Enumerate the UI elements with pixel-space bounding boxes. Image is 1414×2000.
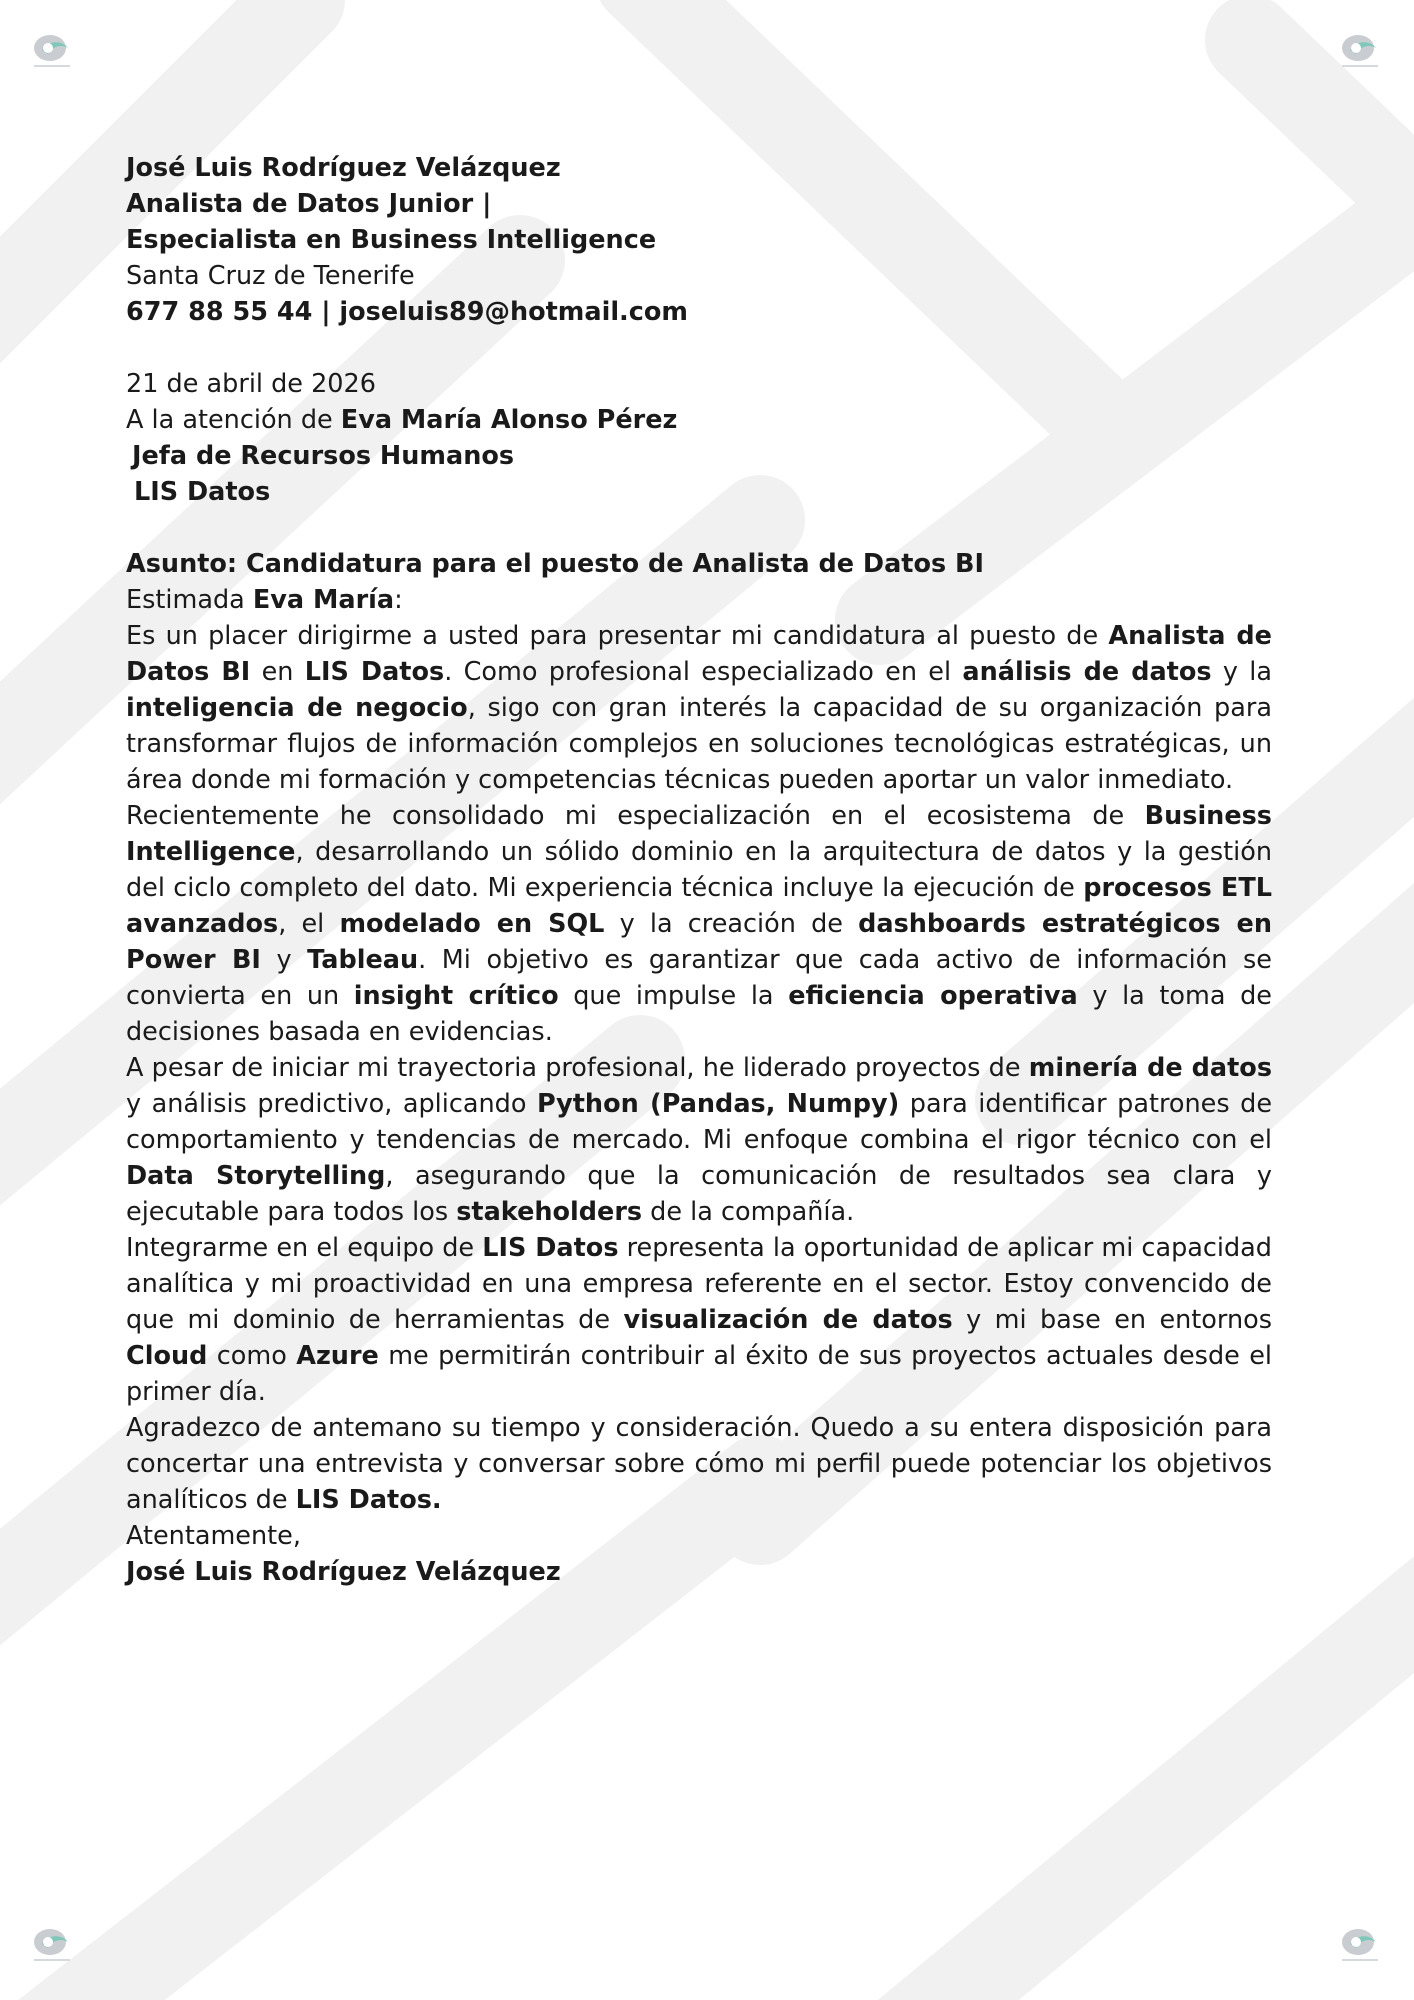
paragraph-text: , el [278, 909, 340, 939]
paragraph-text: . Mi objetivo es garantizar que cada activo de información se convierta en un [126, 945, 1272, 1011]
company-logo-icon [28, 32, 76, 72]
sender-title-line1: Analista de Datos Junior | [126, 189, 492, 219]
recipient-role: Jefa de Recursos Humanos [132, 441, 515, 471]
paragraph-text: para identificar patrones de comportamiento y tendencias de mercado. Mi enfoque combina el rigor técnico con el [126, 1089, 1273, 1155]
emphasized-text: Analista de Datos BI [126, 621, 1272, 687]
paragraph-text: Agradezco de antemano su tiempo y consideración. Quedo a su entera disposición para concertar una entrevista y conversar sobre cómo mi perfil puede potenciar los objetivos analíticos de [126, 1413, 1272, 1515]
body-paragraph [126, 1230, 1272, 1410]
sender-email: joseluis89@hotmail.com [339, 297, 688, 327]
paragraph-text: y [260, 945, 308, 975]
sender-title-line2: Especialista en Business Intelligence [126, 225, 657, 255]
recipient-company: LIS Datos [134, 477, 271, 507]
emphasized-text: eficiencia operativa [788, 981, 1078, 1011]
paragraph-text: y la creación de [604, 909, 859, 939]
emphasized-text: LIS Datos [482, 1233, 619, 1263]
paragraph-text: , sigo con gran interés la capacidad de su organización para transformar flujos de información complejos en soluciones tecnológicas estratégicas, un área donde mi formación y competencias técnicas pueden aportar un valor inmediato. [126, 693, 1272, 795]
recipient-name: Eva María Alonso Pérez [340, 405, 678, 435]
paragraph-text: me permitirán contribuir al éxito de sus proyectos actuales desde el primer día. [126, 1341, 1272, 1407]
emphasized-text: inteligencia de negocio [126, 693, 468, 723]
letter-body [126, 618, 1272, 1518]
greeting-suffix: : [394, 585, 403, 615]
letter-subject: Asunto: Candidatura para el puesto de Analista de Datos BI [126, 549, 984, 579]
paragraph-text: de la compañía. [642, 1197, 855, 1227]
paragraph-text: . Como profesional especializado en el [444, 657, 963, 687]
emphasized-text: dashboards estratégicos en Power BI [126, 909, 1272, 975]
body-paragraph [126, 1410, 1272, 1518]
sender-name: José Luis Rodríguez Velázquez [126, 153, 561, 183]
recipient-prefix: A la atención de [126, 405, 341, 435]
emphasized-text: Azure [296, 1341, 379, 1371]
emphasized-text: LIS Datos. [295, 1485, 442, 1515]
paragraph-text: y mi base en entornos [952, 1305, 1272, 1335]
emphasized-text: procesos ETL avanzados [126, 873, 1272, 939]
emphasized-text: modelado en SQL [339, 909, 605, 939]
body-paragraph [126, 618, 1272, 798]
emphasized-text: Cloud [126, 1341, 208, 1371]
paragraph-text: Integrarme en el equipo de [126, 1233, 483, 1263]
emphasized-text: visualización de datos [623, 1305, 953, 1335]
paragraph-text: Recientemente he consolidado mi especialización en el ecosistema de [126, 801, 1145, 831]
emphasized-text: análisis de datos [962, 657, 1212, 687]
paragraph-text: representa la oportunidad de aplicar mi capacidad analítica y mi proactividad en una empresa referente en el sector. Estoy convencido de que mi dominio de herramientas de [126, 1233, 1272, 1335]
paragraph-text: Es un placer dirigirme a usted para presentar mi candidatura al puesto de [126, 621, 1109, 651]
body-paragraph [126, 798, 1272, 1050]
contact-separator: | [312, 297, 340, 327]
sender-block [126, 150, 1272, 330]
paragraph-text: , desarrollando un sólido dominio en la arquitectura de datos y la gestión del ciclo completo del dato. Mi experiencia técnica incluye la ejecución de [126, 837, 1272, 903]
paragraph-text: como [207, 1341, 297, 1371]
paragraph-text: A pesar de iniciar mi trayectoria profesional, he liderado proyectos de [126, 1053, 1029, 1083]
letter-date: 21 de abril de 2026 [126, 369, 376, 399]
paragraph-text: en [250, 657, 305, 687]
company-logo-icon [28, 1926, 76, 1966]
cover-letter [126, 150, 1272, 1590]
greeting [126, 582, 1272, 618]
paragraph-text: que impulse la [558, 981, 789, 1011]
company-logo-icon [1336, 32, 1384, 72]
paragraph-text: y la toma de decisiones basada en evidencias. [126, 981, 1272, 1047]
signature-name: José Luis Rodríguez Velázquez [126, 1557, 561, 1587]
sender-city: Santa Cruz de Tenerife [126, 261, 415, 291]
paragraph-text: , asegurando que la comunicación de resultados sea clara y ejecutable para todos los [126, 1161, 1272, 1227]
body-paragraph [126, 1050, 1272, 1230]
emphasized-text: minería de datos [1028, 1053, 1272, 1083]
greeting-name: Eva María [252, 585, 395, 615]
emphasized-text: Business Intelligence [126, 801, 1272, 867]
emphasized-text: stakeholders [456, 1197, 643, 1227]
emphasized-text: Python (Pandas, Numpy) [536, 1089, 900, 1119]
emphasized-text: Tableau [307, 945, 419, 975]
closing: Atentamente, [126, 1521, 301, 1551]
sender-phone: 677 88 55 44 [126, 297, 313, 327]
greeting-prefix: Estimada [126, 585, 253, 615]
paragraph-text: y la [1211, 657, 1272, 687]
emphasized-text: insight crítico [353, 981, 559, 1011]
emphasized-text: Data Storytelling [126, 1161, 386, 1191]
recipient-block [126, 402, 1272, 510]
emphasized-text: LIS Datos [304, 657, 445, 687]
company-logo-icon [1336, 1926, 1384, 1966]
paragraph-text: y análisis predictivo, aplicando [126, 1089, 537, 1119]
